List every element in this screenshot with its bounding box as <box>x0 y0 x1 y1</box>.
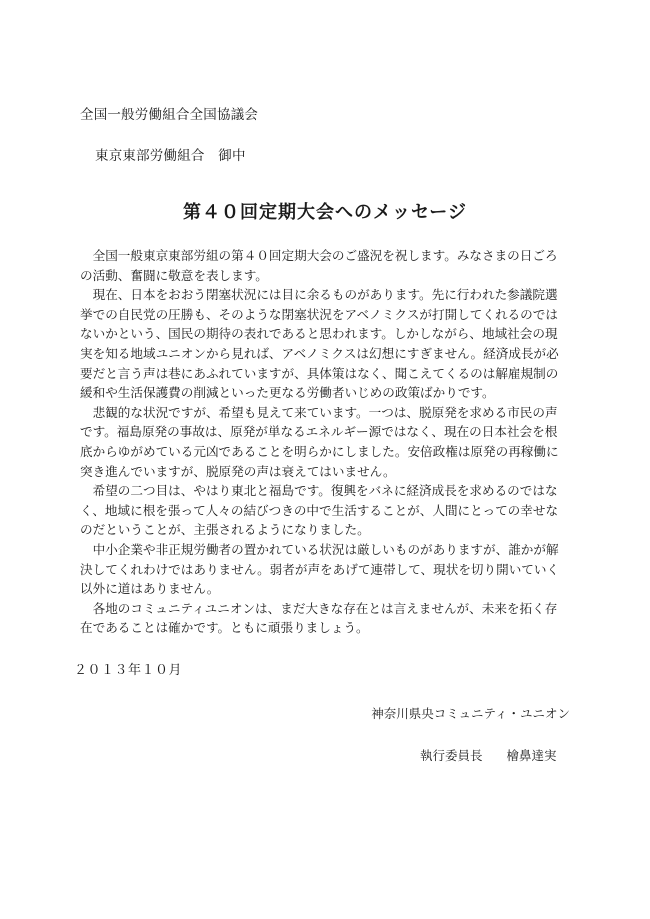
sender-organization: 神奈川県央コミュニティ・ユニオン <box>371 706 570 721</box>
body-line: 底からゆがめている元凶であることを明らかにしました。安倍政権は原発の再稼働に <box>80 443 559 459</box>
message-body <box>80 246 574 638</box>
body-line: のだということが、主張されるようになりました。 <box>80 522 370 538</box>
message-title: 第４０回定期大会へのメッセージ <box>183 202 467 223</box>
letter-date: ２０１３年１０月 <box>74 663 183 678</box>
body-line: 挙での自民党の圧勝も、そのような閉塞状況をアベノミクスが打開してくれるのでは <box>80 306 558 322</box>
body-line: の活動、奮闘に敬意を表します。 <box>80 267 268 283</box>
sender-representative <box>420 746 557 764</box>
sender-name: 檜鼻達実 <box>506 748 557 763</box>
body-line: く、地域に根を張って人々の結びつきの中で生活することが、人間にとっての幸せな <box>80 502 559 518</box>
body-line: 突き進んでいますが、脱原発の声は衰えてはいません。 <box>80 463 396 479</box>
recipient-union: 東京東部労働組合 御中 <box>95 148 246 164</box>
body-line: 現在、日本をおおう閉塞状況には目に余るものがあります。先に行われた参議院選 <box>80 287 558 303</box>
body-line: 在であることは確かです。ともに頑張りましょう。 <box>80 620 369 636</box>
body-line: 中小企業や非正規労働者の置かれている状況は厳しいものがありますが、誰かが解 <box>80 541 559 557</box>
body-line: 各地のコミュニティユニオンは、まだ大きな存在とは言えませんが、未来を拓く存 <box>80 600 558 616</box>
recipient-organization: 全国一般労働組合全国協議会 <box>80 107 259 123</box>
body-line: 決してくれわけではありません。弱者が声をあげて連帯して、現状を切り開いていく <box>80 561 560 577</box>
body-line: 緩和や生活保護費の削減といった更なる労働者いじめの政策ばかりです。 <box>80 385 495 401</box>
body-line: 実を知る地域ユニオンから見れば、アベノミクスは幻想にすぎません。経済成長が必 <box>80 345 559 361</box>
body-line: ないかという、国民の期待の表れであると思われます。しかしながら、地域社会の現 <box>80 326 558 342</box>
body-line: です。福島原発の事故は、原発が単なるエネルギー源ではなく、現在の日本社会を根 <box>80 424 558 440</box>
body-line: 全国一般東京東部労組の第４０回定期大会のご盛況を祝します。みなさまの日ごろ <box>80 248 558 263</box>
body-line: 希望の二つ目は、やはり東北と福島です。復興をバネに経済成長を求めるのではな <box>80 483 558 499</box>
body-line: 以外に道はありません。 <box>80 581 220 597</box>
body-line: 要だと言う声は巷にあふれていますが、具体策はなく、聞こえてくるのは解雇規制の <box>80 365 559 381</box>
sender-title: 執行委員長 <box>420 748 483 763</box>
body-line: 悲観的な状況ですが、希望も見えて来ています。一つは、脱原発を求める市民の声 <box>80 404 558 420</box>
